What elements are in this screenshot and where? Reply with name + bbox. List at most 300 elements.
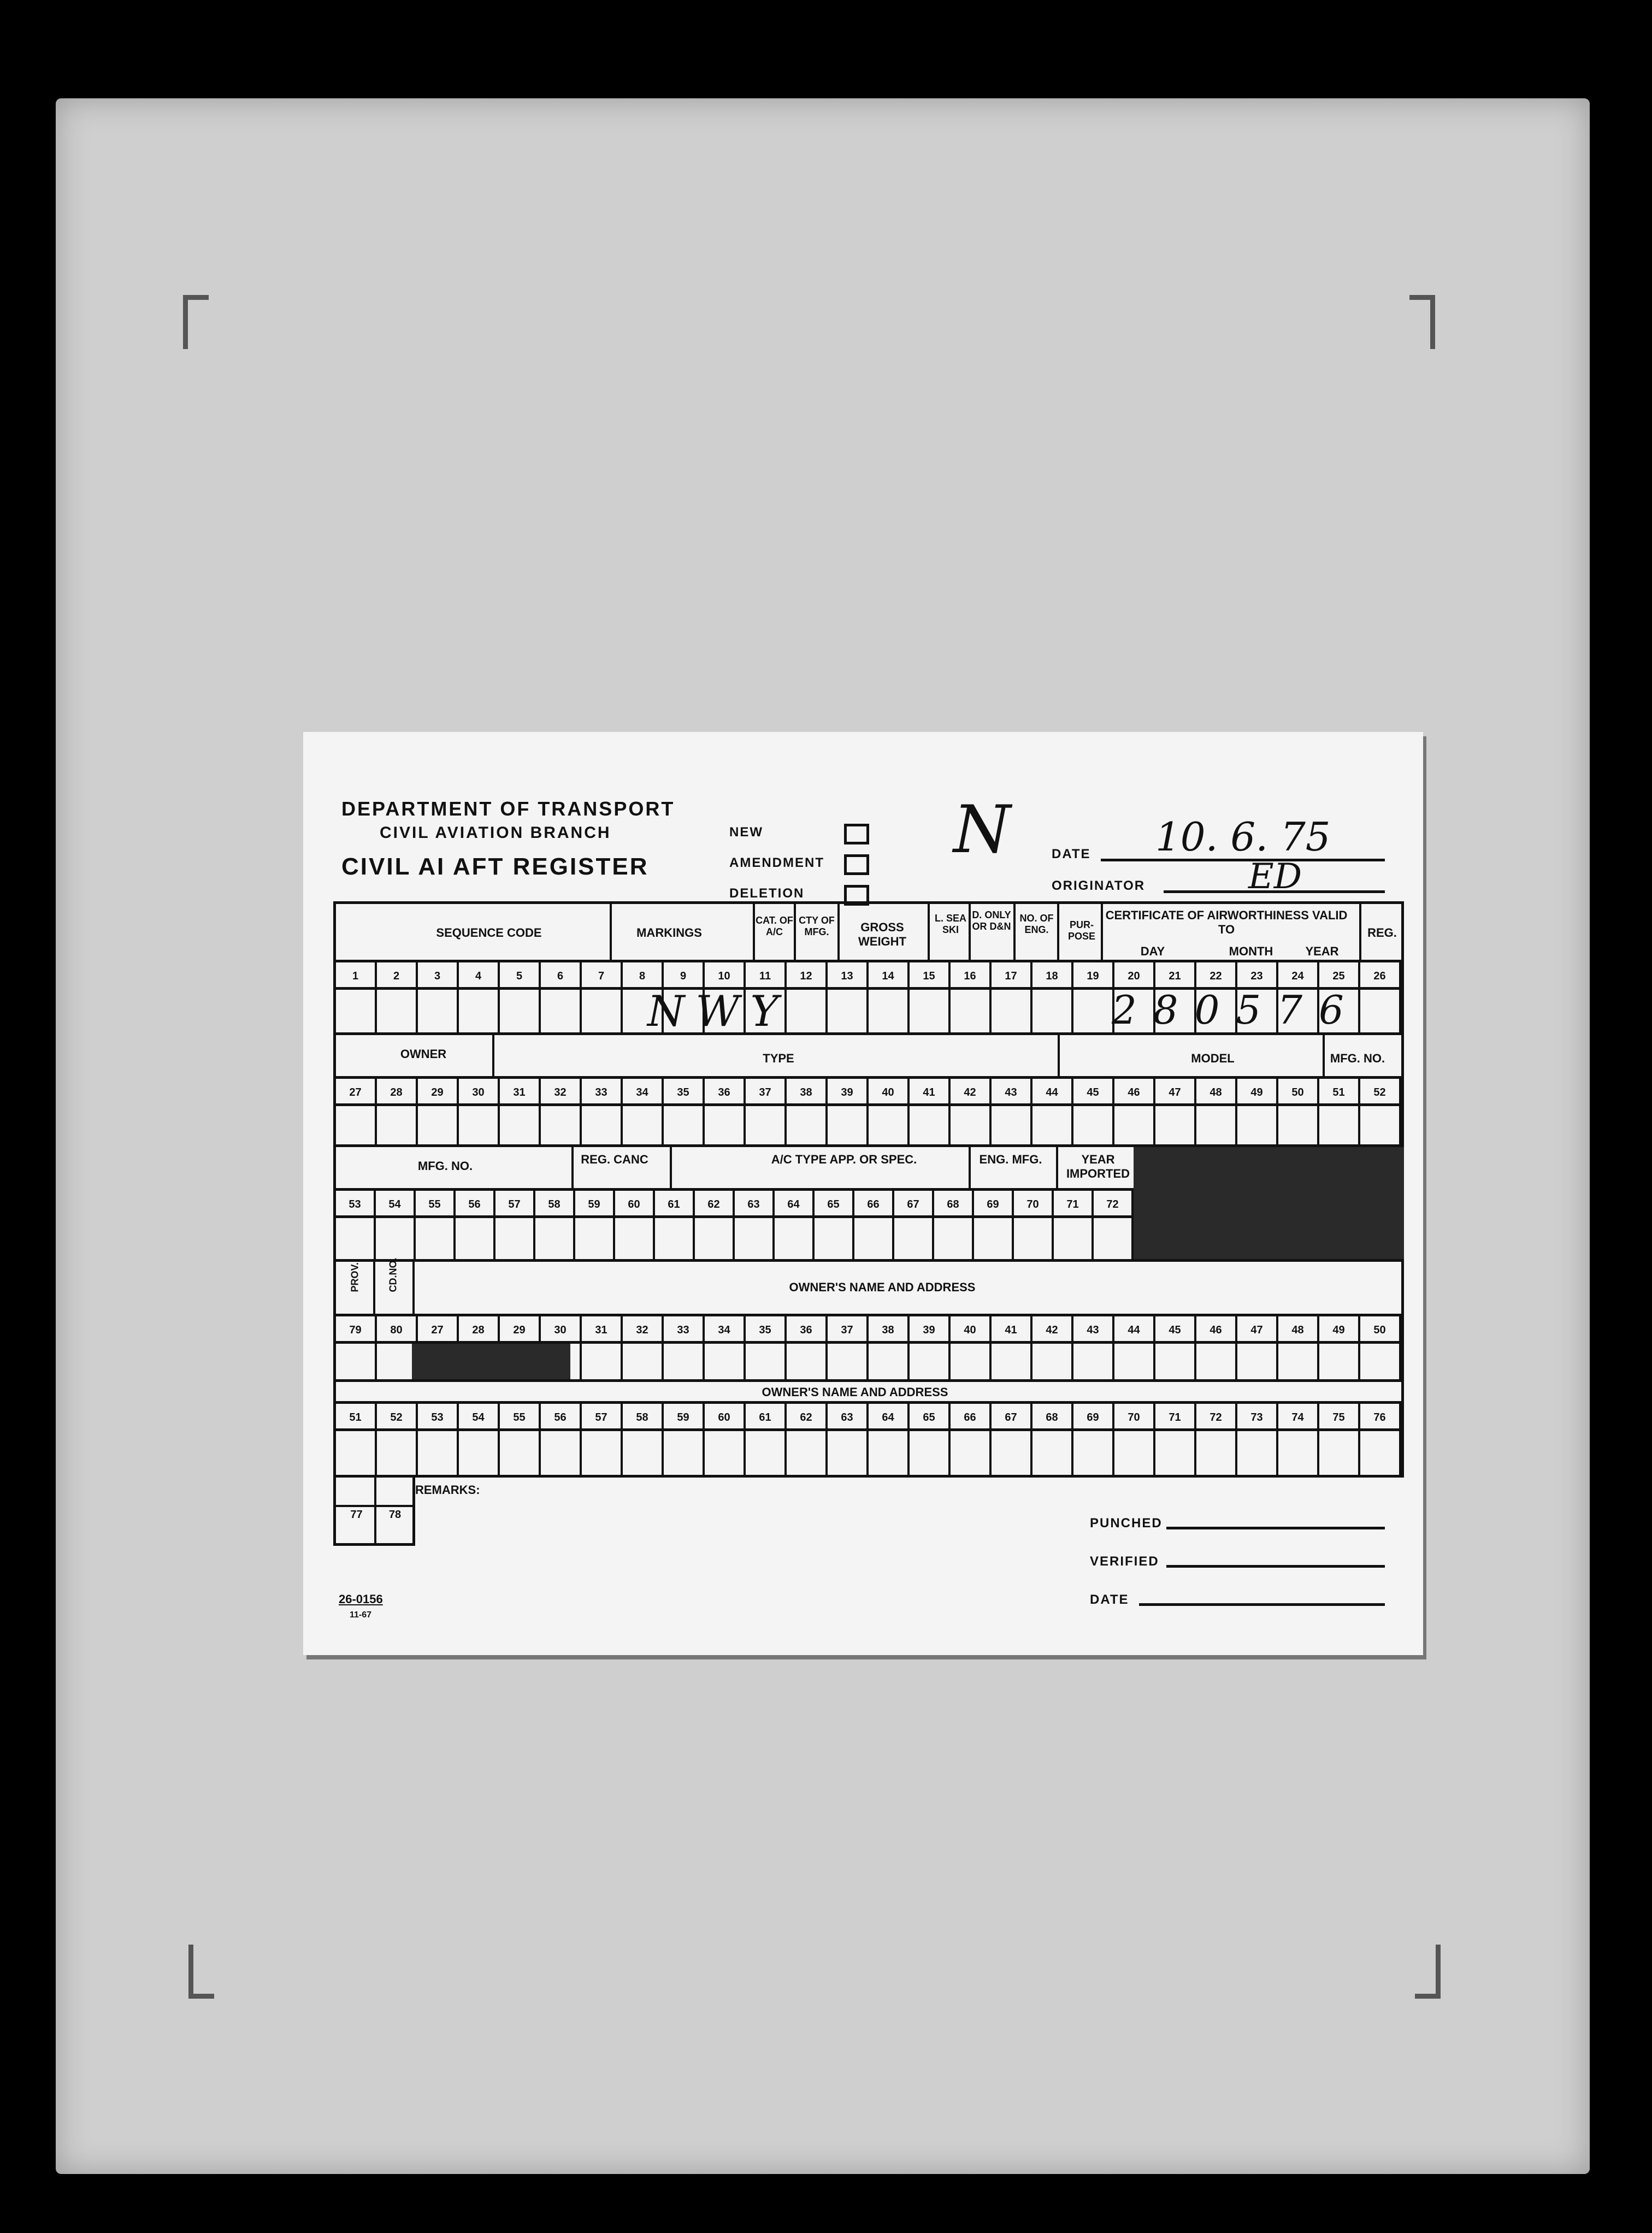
number-cell (951, 1404, 992, 1428)
column-number: 34 (718, 1324, 730, 1336)
column-number: 1 (352, 970, 359, 982)
input-cell[interactable] (623, 990, 664, 1032)
number-cell (500, 1079, 541, 1103)
column-number: 67 (907, 1198, 919, 1210)
number-cell (992, 1404, 1032, 1428)
handwritten-mark: N (953, 792, 1011, 868)
column-number: 24 (1291, 970, 1304, 982)
input-cell[interactable] (336, 990, 377, 1032)
number-cell (775, 1191, 815, 1215)
mfg-header: MFG. NO. (1330, 1051, 1385, 1065)
input-cell[interactable] (1360, 990, 1401, 1032)
input-cell[interactable] (456, 1218, 495, 1259)
column-number: 40 (882, 1086, 894, 1098)
input-cell[interactable] (377, 990, 418, 1032)
input-cell[interactable] (787, 1344, 828, 1379)
number-cell (377, 1404, 418, 1428)
input-cell[interactable] (951, 990, 992, 1032)
mfg-no-header: MFG. NO. (417, 1159, 473, 1173)
row3-numbers (333, 1188, 1136, 1218)
input-cell[interactable] (1360, 1344, 1401, 1379)
column-number: 21 (1169, 970, 1181, 982)
column-number: 36 (800, 1324, 812, 1336)
row2-header (333, 1032, 1404, 1079)
column-number: 46 (1210, 1324, 1222, 1336)
number-cell (1237, 1404, 1278, 1428)
column-number: 13 (841, 970, 853, 982)
prov-header: PROV. (349, 1262, 361, 1292)
number-cell (974, 1191, 1014, 1215)
input-cell[interactable] (1155, 1106, 1196, 1144)
num-77: 77 (350, 1509, 363, 1521)
input-cell[interactable] (1196, 1106, 1237, 1144)
input-cell[interactable] (1278, 1431, 1319, 1475)
number-cell (1155, 1316, 1196, 1341)
input-cell[interactable] (1073, 1431, 1114, 1475)
column-number: 43 (1087, 1324, 1099, 1336)
column-number: 18 (1046, 970, 1058, 982)
column-number: 67 (1005, 1411, 1017, 1423)
input-cell[interactable] (336, 1344, 377, 1379)
crop-mark-bottom-right (1415, 1945, 1441, 1999)
column-number: 51 (1332, 1086, 1345, 1098)
number-cell (828, 1316, 869, 1341)
column-number: 20 (1128, 970, 1140, 982)
row1-values[interactable] (333, 987, 1404, 1035)
input-cell[interactable] (1196, 990, 1237, 1032)
input-cell[interactable] (705, 1344, 746, 1379)
input-cell[interactable] (541, 1106, 582, 1144)
card-code-box (333, 1475, 415, 1546)
column-number: 39 (923, 1324, 935, 1336)
input-cell[interactable] (1114, 1431, 1155, 1475)
input-cell[interactable] (623, 1344, 664, 1379)
input-cell[interactable] (1237, 990, 1278, 1032)
input-cell[interactable] (582, 990, 623, 1032)
option-amendment-checkbox[interactable] (844, 854, 869, 875)
number-cell (787, 962, 828, 987)
input-cell[interactable] (1237, 1344, 1278, 1379)
input-cell[interactable] (1114, 1106, 1155, 1144)
input-cell[interactable] (951, 1106, 992, 1144)
number-cell (951, 1079, 992, 1103)
number-cell (1032, 1404, 1073, 1428)
input-cell[interactable] (1196, 1431, 1237, 1475)
date2-line[interactable] (1139, 1603, 1385, 1606)
input-cell[interactable] (582, 1431, 623, 1475)
number-cell (934, 1191, 974, 1215)
type-header: TYPE (763, 1051, 794, 1065)
input-cell[interactable] (1114, 1344, 1155, 1379)
number-cell (1155, 962, 1196, 987)
input-cell[interactable] (336, 1218, 376, 1259)
column-number: 64 (882, 1411, 894, 1423)
column-number: 58 (548, 1198, 560, 1210)
register-grid (333, 901, 1404, 1497)
number-cell (623, 1316, 664, 1341)
column-number: 48 (1210, 1086, 1222, 1098)
input-cell[interactable] (1094, 1218, 1134, 1259)
number-cell (418, 1316, 459, 1341)
option-new-label: NEW (729, 825, 763, 840)
column-number: 41 (1005, 1324, 1017, 1336)
input-cell[interactable] (1360, 1106, 1401, 1144)
number-cell (705, 1404, 746, 1428)
number-cell (377, 1316, 418, 1341)
column-number: 12 (800, 970, 812, 982)
input-cell[interactable] (746, 1431, 787, 1475)
number-cell (1032, 962, 1073, 987)
input-cell[interactable] (1278, 1344, 1319, 1379)
input-cell[interactable] (746, 990, 787, 1032)
sequence-code-header: SEQUENCE CODE (436, 926, 542, 940)
column-number: 36 (718, 1086, 730, 1098)
column-number: 57 (595, 1411, 607, 1423)
input-cell[interactable] (376, 1218, 416, 1259)
input-cell[interactable] (541, 1431, 582, 1475)
row5-values[interactable] (333, 1428, 1404, 1478)
column-number: 53 (431, 1411, 444, 1423)
column-number: 27 (431, 1324, 444, 1336)
input-cell[interactable] (1155, 1431, 1196, 1475)
number-cell (582, 962, 623, 987)
input-cell[interactable] (336, 1431, 377, 1475)
option-new-checkbox[interactable] (844, 824, 869, 844)
number-cell (456, 1191, 495, 1215)
column-number: 33 (595, 1086, 607, 1098)
column-number: 32 (554, 1086, 567, 1098)
number-cell (1114, 1404, 1155, 1428)
input-cell[interactable] (1032, 990, 1073, 1032)
input-cell[interactable] (664, 1344, 705, 1379)
input-cell[interactable] (828, 1344, 869, 1379)
input-cell[interactable] (992, 1106, 1032, 1144)
input-cell[interactable] (1073, 990, 1114, 1032)
input-cell[interactable] (910, 1344, 951, 1379)
input-cell[interactable] (377, 1106, 418, 1144)
input-cell[interactable] (910, 1106, 951, 1144)
input-cell[interactable] (1155, 1344, 1196, 1379)
column-number: 57 (508, 1198, 521, 1210)
column-number: 35 (677, 1086, 689, 1098)
input-cell[interactable] (1032, 1431, 1073, 1475)
cat-header: CAT. OF A/C (756, 915, 793, 937)
input-cell[interactable] (828, 1106, 869, 1144)
column-number: 29 (431, 1086, 444, 1098)
input-cell[interactable] (787, 1431, 828, 1475)
column-number: 61 (759, 1411, 771, 1423)
input-cell[interactable] (910, 990, 951, 1032)
input-cell[interactable] (1196, 1344, 1237, 1379)
input-cell[interactable] (735, 1218, 775, 1259)
column-number: 59 (588, 1198, 600, 1210)
column-number: 70 (1128, 1411, 1140, 1423)
input-cell[interactable] (934, 1218, 974, 1259)
month-header: MONTH (1229, 944, 1273, 958)
input-cell[interactable] (664, 1431, 705, 1475)
column-number: 68 (947, 1198, 959, 1210)
input-cell[interactable] (746, 1344, 787, 1379)
input-cell[interactable] (1054, 1218, 1094, 1259)
cty-header: CTY OF MFG. (799, 915, 835, 937)
row4-header (333, 1259, 1404, 1316)
column-number: 44 (1046, 1086, 1058, 1098)
verified-line[interactable] (1166, 1565, 1385, 1568)
number-cell (705, 962, 746, 987)
input-cell[interactable] (418, 990, 459, 1032)
number-cell (1073, 1079, 1114, 1103)
row2-numbers (333, 1076, 1404, 1106)
column-number: 19 (1087, 970, 1099, 982)
number-cell (459, 1079, 500, 1103)
number-cell (664, 962, 705, 987)
input-cell[interactable] (951, 1431, 992, 1475)
column-number: 62 (800, 1411, 812, 1423)
input-cell[interactable] (705, 1106, 746, 1144)
column-number: 30 (554, 1324, 567, 1336)
input-cell[interactable] (336, 1106, 377, 1144)
column-number: 30 (472, 1086, 485, 1098)
input-cell[interactable] (418, 1431, 459, 1475)
number-cell (746, 962, 787, 987)
input-cell[interactable] (815, 1218, 854, 1259)
markings-value[interactable]: NWY (647, 987, 789, 1036)
number-cell (1319, 962, 1360, 987)
input-cell[interactable] (377, 1431, 418, 1475)
input-cell[interactable] (828, 990, 869, 1032)
column-number: 63 (747, 1198, 760, 1210)
no-eng-header: NO. OF ENG. (1019, 913, 1054, 935)
input-cell[interactable] (1278, 1106, 1319, 1144)
input-cell[interactable] (787, 990, 828, 1032)
number-cell (664, 1079, 705, 1103)
input-cell[interactable] (1319, 1106, 1360, 1144)
input-cell[interactable] (1073, 1106, 1114, 1144)
input-cell[interactable] (664, 1106, 705, 1144)
row1-numbers (333, 960, 1404, 990)
input-cell[interactable] (582, 1344, 623, 1379)
number-cell (336, 962, 377, 987)
input-cell[interactable] (1319, 990, 1360, 1032)
input-cell[interactable] (746, 1106, 787, 1144)
number-cell (828, 962, 869, 987)
input-cell[interactable] (1237, 1106, 1278, 1144)
day-header: DAY (1140, 944, 1165, 958)
column-number: 23 (1250, 970, 1263, 982)
input-cell[interactable] (974, 1218, 1014, 1259)
input-cell[interactable] (418, 1106, 459, 1144)
input-cell[interactable] (535, 1218, 575, 1259)
column-number: 49 (1332, 1324, 1345, 1336)
number-cell (535, 1191, 575, 1215)
number-cell (418, 962, 459, 987)
ac-type-header: A/C TYPE APP. OR SPEC. (771, 1153, 917, 1166)
column-number: 22 (1210, 970, 1222, 982)
number-cell (854, 1191, 894, 1215)
input-cell[interactable] (1073, 1344, 1114, 1379)
row3-header (333, 1144, 1136, 1191)
input-cell[interactable] (854, 1218, 894, 1259)
d-only-header: D. ONLY OR D&N (972, 909, 1011, 932)
input-cell[interactable] (1360, 1431, 1401, 1475)
input-cell[interactable] (869, 990, 910, 1032)
year-imported-header: YEAR IMPORTED (1066, 1153, 1130, 1180)
column-number: 66 (867, 1198, 880, 1210)
cert-value[interactable]: 280576 (1112, 987, 1360, 1033)
column-number: 34 (636, 1086, 648, 1098)
number-cell (1360, 962, 1401, 987)
input-cell[interactable] (500, 1431, 541, 1475)
column-number: 42 (1046, 1324, 1058, 1336)
column-number: 48 (1291, 1324, 1304, 1336)
number-cell (1319, 1316, 1360, 1341)
column-number: 46 (1128, 1086, 1140, 1098)
input-cell[interactable] (992, 1431, 1032, 1475)
number-cell (1073, 962, 1114, 987)
number-cell (1114, 1316, 1155, 1341)
lsea-header: L. SEA SKI (934, 913, 966, 935)
input-cell[interactable] (992, 1344, 1032, 1379)
row4-numbers (333, 1314, 1404, 1344)
number-cell (828, 1404, 869, 1428)
input-cell[interactable] (1032, 1106, 1073, 1144)
column-number: 75 (1332, 1411, 1345, 1423)
number-cell (336, 1404, 377, 1428)
input-cell[interactable] (894, 1218, 934, 1259)
model-header: MODEL (1191, 1051, 1235, 1065)
column-number: 68 (1046, 1411, 1058, 1423)
number-cell (500, 1404, 541, 1428)
input-cell[interactable] (705, 1431, 746, 1475)
input-cell[interactable] (1155, 990, 1196, 1032)
input-cell[interactable] (655, 1218, 695, 1259)
input-cell[interactable] (828, 1431, 869, 1475)
number-cell (459, 1404, 500, 1428)
number-cell (1278, 1079, 1319, 1103)
number-cell (910, 962, 951, 987)
column-number: 62 (707, 1198, 720, 1210)
input-cell[interactable] (623, 1106, 664, 1144)
originator-value[interactable]: ED (1248, 856, 1302, 897)
input-cell[interactable] (664, 990, 705, 1032)
input-cell[interactable] (1319, 1344, 1360, 1379)
input-cell[interactable] (1278, 990, 1319, 1032)
input-cell[interactable] (869, 1431, 910, 1475)
input-cell[interactable] (500, 990, 541, 1032)
row3-values[interactable] (333, 1215, 1136, 1262)
input-cell[interactable] (459, 990, 500, 1032)
input-cell[interactable] (575, 1218, 615, 1259)
branch-title: CIVIL AVIATION BRANCH (380, 824, 611, 842)
input-cell[interactable] (775, 1218, 815, 1259)
column-number: 31 (595, 1324, 607, 1336)
column-number: 60 (628, 1198, 640, 1210)
number-cell (336, 1316, 377, 1341)
cdno-header: CD.NO. (387, 1257, 399, 1292)
column-number: 65 (827, 1198, 840, 1210)
input-cell[interactable] (992, 990, 1032, 1032)
number-cell (1319, 1079, 1360, 1103)
input-cell[interactable] (623, 1431, 664, 1475)
column-number: 10 (718, 970, 730, 982)
column-number: 2 (393, 970, 400, 982)
number-cell (815, 1191, 854, 1215)
input-cell[interactable] (1237, 1431, 1278, 1475)
column-number: 45 (1087, 1086, 1099, 1098)
number-cell (787, 1404, 828, 1428)
number-cell (1054, 1191, 1094, 1215)
column-number: 41 (923, 1086, 935, 1098)
number-cell (623, 1079, 664, 1103)
number-cell (495, 1191, 535, 1215)
number-cell (695, 1191, 735, 1215)
input-cell[interactable] (582, 1106, 623, 1144)
cert-header: CERTIFICATE OF AIRWORTHINESS VALID TO (1105, 908, 1348, 936)
number-cell (541, 1404, 582, 1428)
input-cell[interactable] (541, 990, 582, 1032)
number-cell (910, 1404, 951, 1428)
eng-mfg-header: ENG. MFG. (979, 1153, 1042, 1166)
column-number: 63 (841, 1411, 853, 1423)
option-deletion-label: DELETION (729, 886, 805, 901)
column-number: 60 (718, 1411, 730, 1423)
input-cell[interactable] (615, 1218, 655, 1259)
num-78: 78 (388, 1509, 402, 1521)
punched-line[interactable] (1166, 1527, 1385, 1529)
column-number: 69 (1087, 1411, 1099, 1423)
input-cell[interactable] (495, 1218, 535, 1259)
input-cell[interactable] (869, 1344, 910, 1379)
input-cell[interactable] (951, 1344, 992, 1379)
number-cell (1155, 1079, 1196, 1103)
number-cell (1196, 962, 1237, 987)
input-cell[interactable] (500, 1106, 541, 1144)
input-cell[interactable] (869, 1106, 910, 1144)
input-cell[interactable] (695, 1218, 735, 1259)
date-value[interactable]: 10. 6. 75 (1155, 814, 1331, 860)
input-cell[interactable] (1014, 1218, 1054, 1259)
input-cell[interactable] (459, 1431, 500, 1475)
input-cell[interactable] (459, 1106, 500, 1144)
number-cell (1278, 962, 1319, 987)
number-cell (1237, 962, 1278, 987)
column-number: 33 (677, 1324, 689, 1336)
number-cell (623, 962, 664, 987)
number-cell (1360, 1079, 1401, 1103)
input-cell[interactable] (1114, 990, 1155, 1032)
input-cell[interactable] (705, 990, 746, 1032)
column-number: 72 (1106, 1198, 1119, 1210)
row2-values[interactable] (333, 1103, 1404, 1147)
input-cell[interactable] (1319, 1431, 1360, 1475)
number-cell (615, 1191, 655, 1215)
input-cell[interactable] (787, 1106, 828, 1144)
number-cell (582, 1404, 623, 1428)
number-cell (1114, 962, 1155, 987)
number-cell (1196, 1404, 1237, 1428)
number-cell (1360, 1316, 1401, 1341)
column-number: 35 (759, 1324, 771, 1336)
input-cell[interactable] (1032, 1344, 1073, 1379)
column-number: 31 (513, 1086, 526, 1098)
column-number: 28 (472, 1324, 485, 1336)
row1-header (333, 901, 1404, 962)
input-cell[interactable] (416, 1218, 456, 1259)
column-number: 76 (1373, 1411, 1386, 1423)
input-cell[interactable] (910, 1431, 951, 1475)
column-number: 52 (390, 1411, 403, 1423)
reg-header: REG. (1367, 926, 1397, 940)
